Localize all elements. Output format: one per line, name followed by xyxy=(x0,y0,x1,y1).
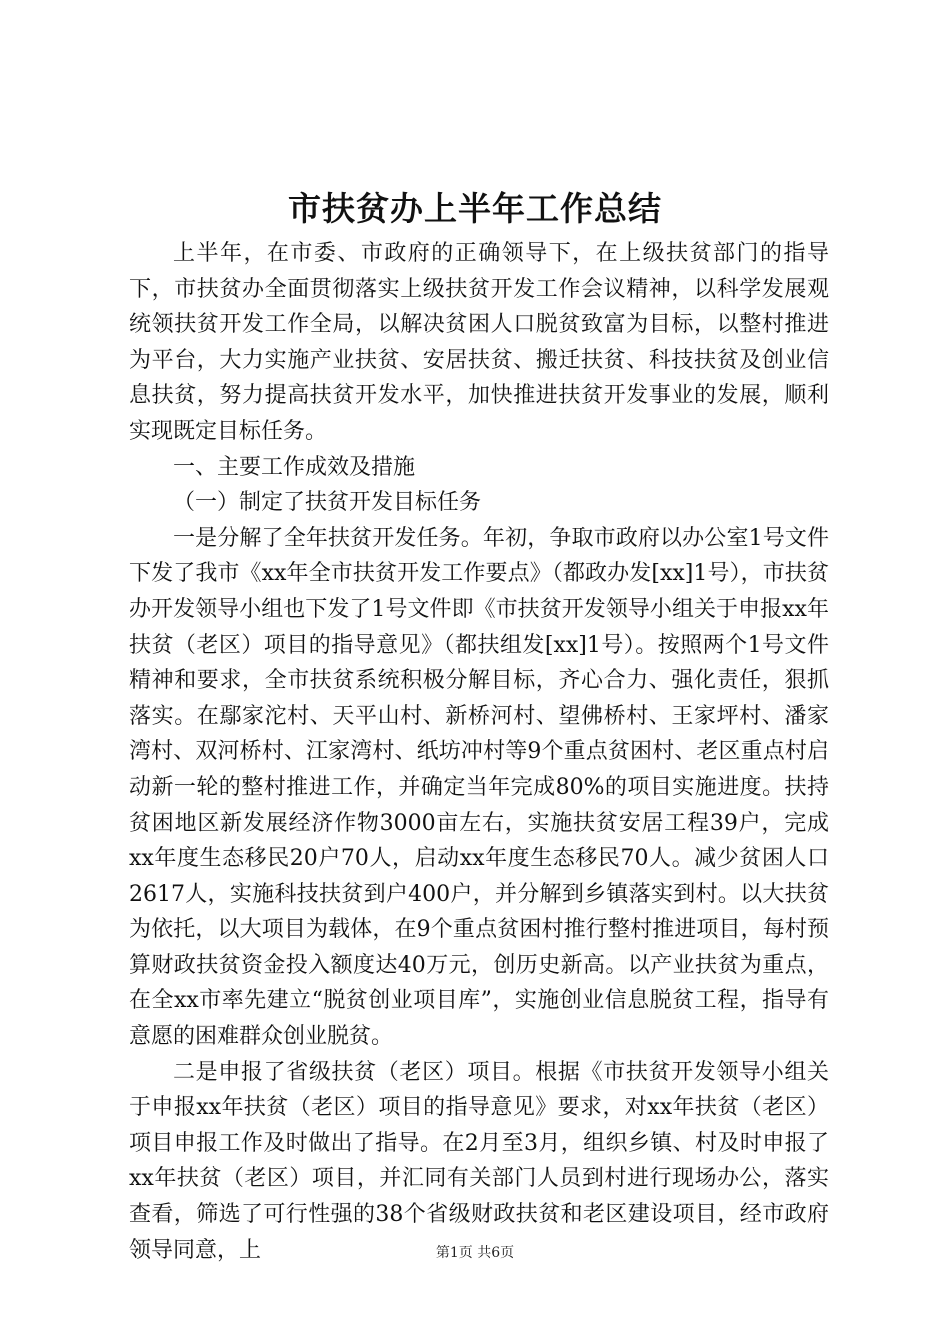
document-body xyxy=(129,236,829,1268)
paragraph-project-application: 二是申报了省级扶贫（老区）项目。根据《市扶贫开发领导小组关于申报xx年扶贫（老区）项目的指导意见》要求，对xx年扶贫（老区）项目申报工作及时做出了指导。在2月至3月，组织乡镇、村及时申报了xx年扶贫（老区）项目，并汇同有关部门人员到村进行现场办公，落实查看，筛选了可行性强的38个省级财政扶贫和老区建设项目，经市政府领导同意，上 xyxy=(129,1059,829,1263)
section-heading: 一、主要工作成效及措施 xyxy=(173,454,416,480)
document-title: 市扶贫办上半年工作总结 xyxy=(288,189,662,228)
subsection-heading: （一）制定了扶贫开发目标任务 xyxy=(173,490,482,516)
page-number-footer: 第1页 共6页 xyxy=(435,1245,515,1261)
paragraph-intro: 上半年，在市委、市政府的正确领导下，在上级扶贫部门的指导下，市扶贫办全面贯彻落实上级扶贫开发工作会议精神，以科学发展观统领扶贫开发工作全局，以解决贫困人口脱贫致富为目标，以整村推进为平台，大力实施产业扶贫、安居扶贫、搬迁扶贫、科技扶贫及创业信息扶贫，努力提高扶贫开发水平，加快推进扶贫开发事业的发展，顺利实现既定目标任务。 xyxy=(129,241,829,444)
paragraph-task-breakdown: 一是分解了全年扶贫开发任务。年初，争取市政府以办公室1号文件下发了我市《xx年全市扶贫开发工作要点》（都政办发[xx]1号），市扶贫办开发领导小组也下发了1号文件即《市扶贫开发领导小组关于申报xx年扶贫（老区）项目的指导意见》（都扶组发[xx]1号）。按照两个1号文件精神和要求，全市扶贫系统积极分解目标，齐心合力、强化责任，狠抓落实。在鄢家沱村、天平山村、新桥河村、望佛桥村、王家坪村、潘家湾村、双河桥村、江家湾村、纸坊冲村等9个重点贫困村、老区重点村启动新一轮的整村推进工作，并确定当年完成80%的项目实施进度。扶持贫困地区新发展经济作物3000亩左右，实施扶贫安居工程39户，完成xx年度生态移民20户70人，启动xx年度生态移民70人。减少贫困人口2617人，实施科技扶贫到户400户，并分解到乡镇落实到村。以大扶贫为依托，以大项目为载体，在9个重点贫困村推行整村推进项目，每村预算财政扶贫资金投入额度达40万元，创历史新高。以产业扶贫为重点，在全xx市率先建立“脱贫创业项目库”，实施创业信息脱贫工程，指导有意愿的困难群众创业脱贫。 xyxy=(129,525,829,1050)
